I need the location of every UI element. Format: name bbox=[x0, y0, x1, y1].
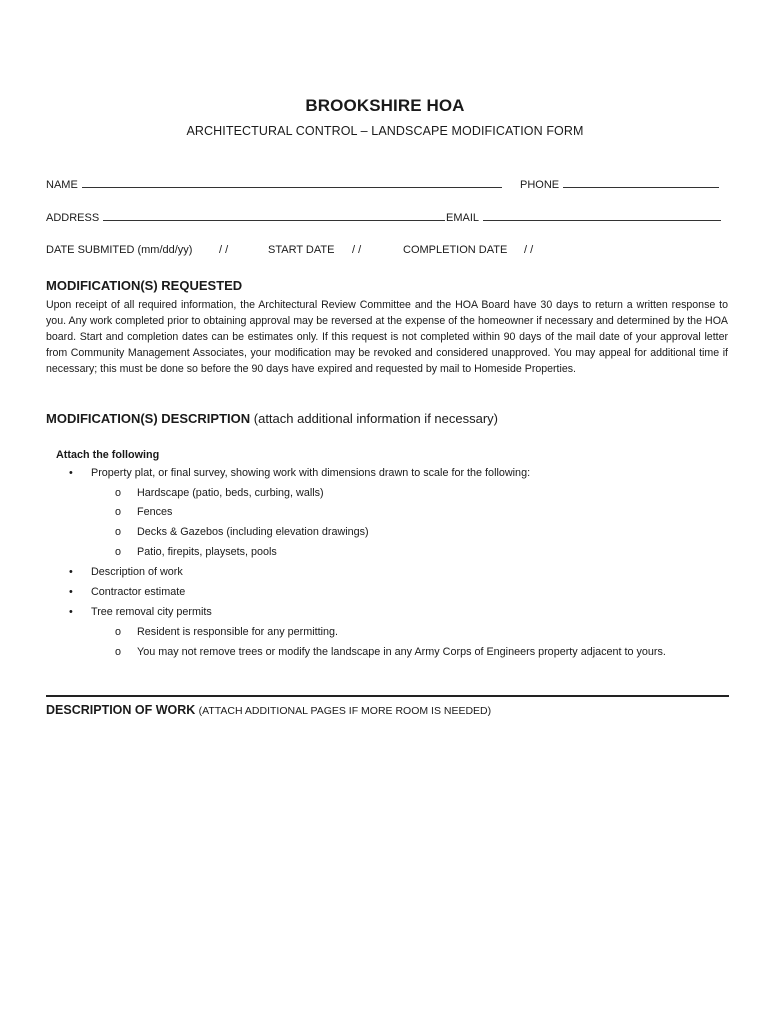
address-input-line[interactable] bbox=[103, 211, 445, 221]
date-submitted-input[interactable]: / / bbox=[219, 244, 229, 256]
email-input-line[interactable] bbox=[483, 211, 721, 221]
list-item: • Property plat, or final survey, showing work with dimensions drawn to scale for the following: bbox=[69, 467, 531, 479]
work-heading-text: DESCRIPTION OF WORK bbox=[46, 703, 196, 717]
email-label: EMAIL bbox=[446, 212, 480, 224]
description-heading-text: MODIFICATION(S) DESCRIPTION bbox=[46, 411, 251, 426]
work-heading bbox=[46, 703, 491, 717]
list-item: o Hardscape (patio, beds, curbing, walls) bbox=[115, 487, 324, 499]
sub-bullet-icon: o bbox=[115, 626, 122, 638]
list-item: o Resident is responsible for any permitting. bbox=[115, 626, 339, 638]
completion-date-label: COMPLETION DATE bbox=[403, 244, 508, 256]
sub-bullet-icon: o bbox=[115, 506, 122, 518]
description-heading-note: (attach additional information if necessary) bbox=[253, 411, 498, 426]
phone-field bbox=[520, 178, 719, 191]
sub-bullet-icon: o bbox=[115, 546, 122, 558]
bullet-icon: • bbox=[69, 566, 73, 578]
work-description-area[interactable] bbox=[46, 725, 729, 1005]
attach-heading: Attach the following bbox=[56, 449, 160, 461]
list-item: o Decks & Gazebos (including elevation drawings) bbox=[115, 526, 369, 538]
phone-label: PHONE bbox=[520, 179, 560, 191]
start-date-input[interactable]: / / bbox=[352, 244, 362, 256]
form-subtitle: ARCHITECTURAL CONTROL – LANDSCAPE MODIFICATION FORM bbox=[186, 124, 584, 138]
requested-heading: MODIFICATION(S) REQUESTED bbox=[46, 278, 243, 293]
section-divider bbox=[46, 695, 729, 697]
sub-bullet-icon: o bbox=[115, 487, 122, 499]
work-heading-note: (ATTACH ADDITIONAL PAGES IF MORE ROOM IS NEEDED) bbox=[198, 705, 492, 717]
start-date-label: START DATE bbox=[268, 244, 335, 256]
bullet-icon: • bbox=[69, 606, 73, 618]
list-item: o You may not remove trees or modify the landscape in any Army Corps of Engineers property adjacent to yours. bbox=[115, 646, 666, 658]
list-item: o Fences bbox=[115, 506, 173, 518]
date-submitted-label: DATE SUBMITED (mm/dd/yy) bbox=[46, 244, 193, 256]
email-field bbox=[446, 211, 721, 224]
list-item: o Patio, firepits, playsets, pools bbox=[115, 546, 277, 558]
phone-input-line[interactable] bbox=[563, 178, 719, 188]
name-field bbox=[46, 178, 502, 191]
bullet-icon: • bbox=[69, 586, 73, 598]
form-title: BROOKSHIRE HOA bbox=[305, 96, 465, 115]
list-item: • Contractor estimate bbox=[69, 586, 186, 598]
sub-bullet-icon: o bbox=[115, 526, 122, 538]
completion-date-input[interactable]: / / bbox=[524, 244, 534, 256]
list-item: • Tree removal city permits bbox=[69, 606, 212, 618]
address-field bbox=[46, 211, 445, 224]
bullet-icon: • bbox=[69, 467, 73, 479]
name-label: NAME bbox=[46, 179, 78, 191]
name-input-line[interactable] bbox=[82, 178, 502, 188]
address-label: ADDRESS bbox=[46, 212, 100, 224]
list-item: • Description of work bbox=[69, 566, 183, 578]
description-heading bbox=[46, 411, 498, 426]
sub-bullet-icon: o bbox=[115, 646, 122, 658]
requested-paragraph: Upon receipt of all required information, the Architectural Review Committee and the HOA Board have 30 days to return a written response to you. Any work completed prior to obtaining approval may be reversed at the expense of the homeowner if necessary and determined by the HOA board. Start and completion dates can be estimates only. If this request is not completed within 90 days of the mail date of your approval letter from Community Management Associates, your modification may be revoked and considered unapproved. You may appeal for additional time if necessary; this must be done so before the 90 days have expired and requested by mail to Homeside Properties. bbox=[46, 299, 728, 375]
